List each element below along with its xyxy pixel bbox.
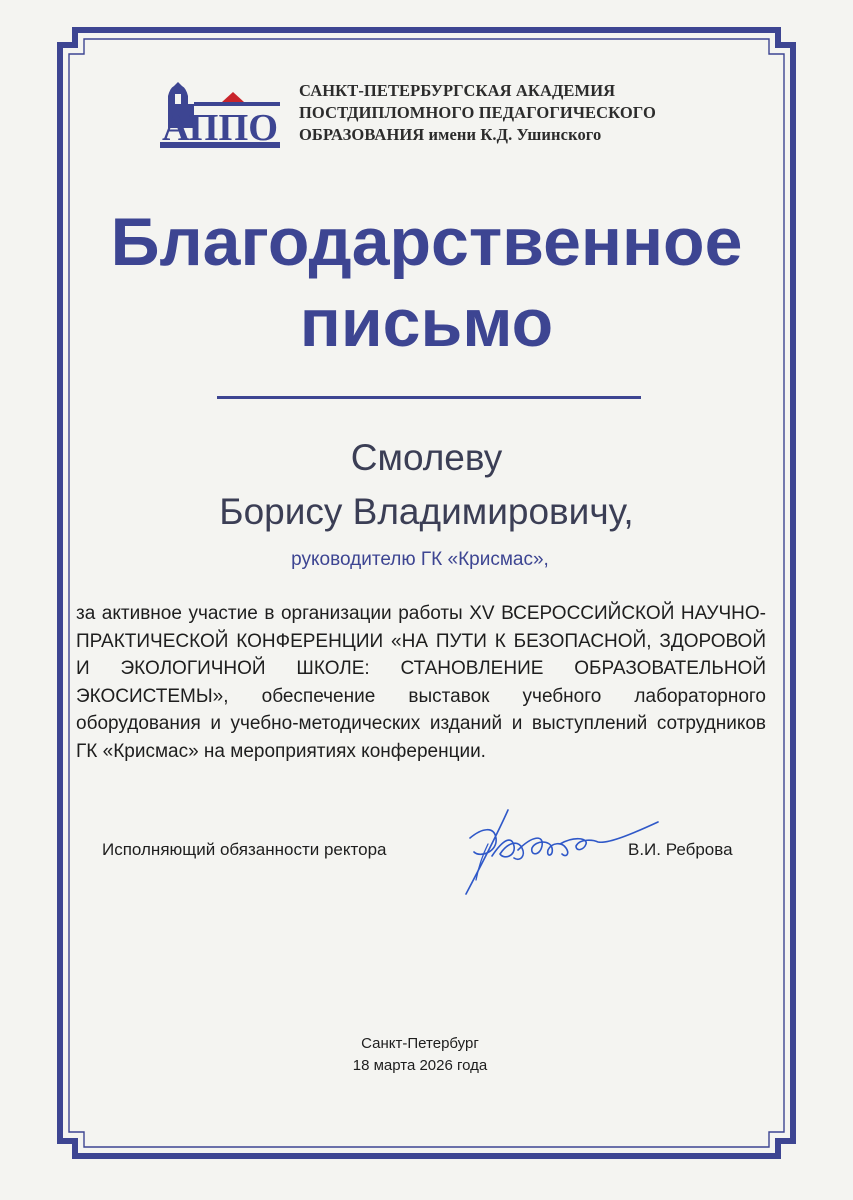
organization-name <box>299 80 719 146</box>
issue-city: Санкт-Петербург <box>361 1035 479 1052</box>
logo-roof-accent <box>222 92 244 102</box>
document-title-line-1: Благодарственное <box>110 204 743 280</box>
frame-outer-line <box>60 30 793 1156</box>
issue-date: 18 марта 2026 года <box>352 1057 488 1074</box>
organization-line-1: САНКТ-ПЕТЕРБУРГСКАЯ АКАДЕМИЯ <box>299 81 616 100</box>
appo-logo <box>160 82 280 150</box>
signatory-name: В.И. Реброва <box>628 840 733 859</box>
logo-text: АППО <box>162 107 278 149</box>
recipient-name: Борису Владимировичу, <box>219 491 634 532</box>
organization-line-2: ПОСТДИПЛОМНОГО ПЕДАГОГИЧЕСКОГО <box>299 103 656 122</box>
document-title-line-2: письмо <box>299 285 554 361</box>
organization-line-3: ОБРАЗОВАНИЯ имени К.Д. Ушинского <box>299 125 602 144</box>
recipient-surname: Смолеву <box>350 437 503 478</box>
signatory-role: Исполняющий обязанности ректора <box>102 840 387 859</box>
recipient-role: руководителю ГК «Крисмас», <box>291 549 549 570</box>
logo-building-window <box>175 94 181 104</box>
logo-roof-bar <box>194 102 280 106</box>
title-divider <box>217 396 641 399</box>
gratitude-text: за активное участие в организации работы XV ВСЕРОССИЙСКОЙ НАУЧНО-ПРАКТИЧЕСКОЙ КОНФЕРЕНЦИИ «НА ПУТИ К БЕЗОПАСНОЙ, ЗДОРОВОЙ И ЭКОЛОГИЧНОЙ ШКОЛЕ: СТАНОВЛЕНИЕ ОБРАЗОВАТЕЛЬНОЙ ЭКОСИСТЕМЫ», обеспечение выставок учебного лабораторного оборудования и учебно-методических изданий и выступлений сотрудников ГК «Крисмас» на мероприятиях конференции. <box>76 603 766 762</box>
